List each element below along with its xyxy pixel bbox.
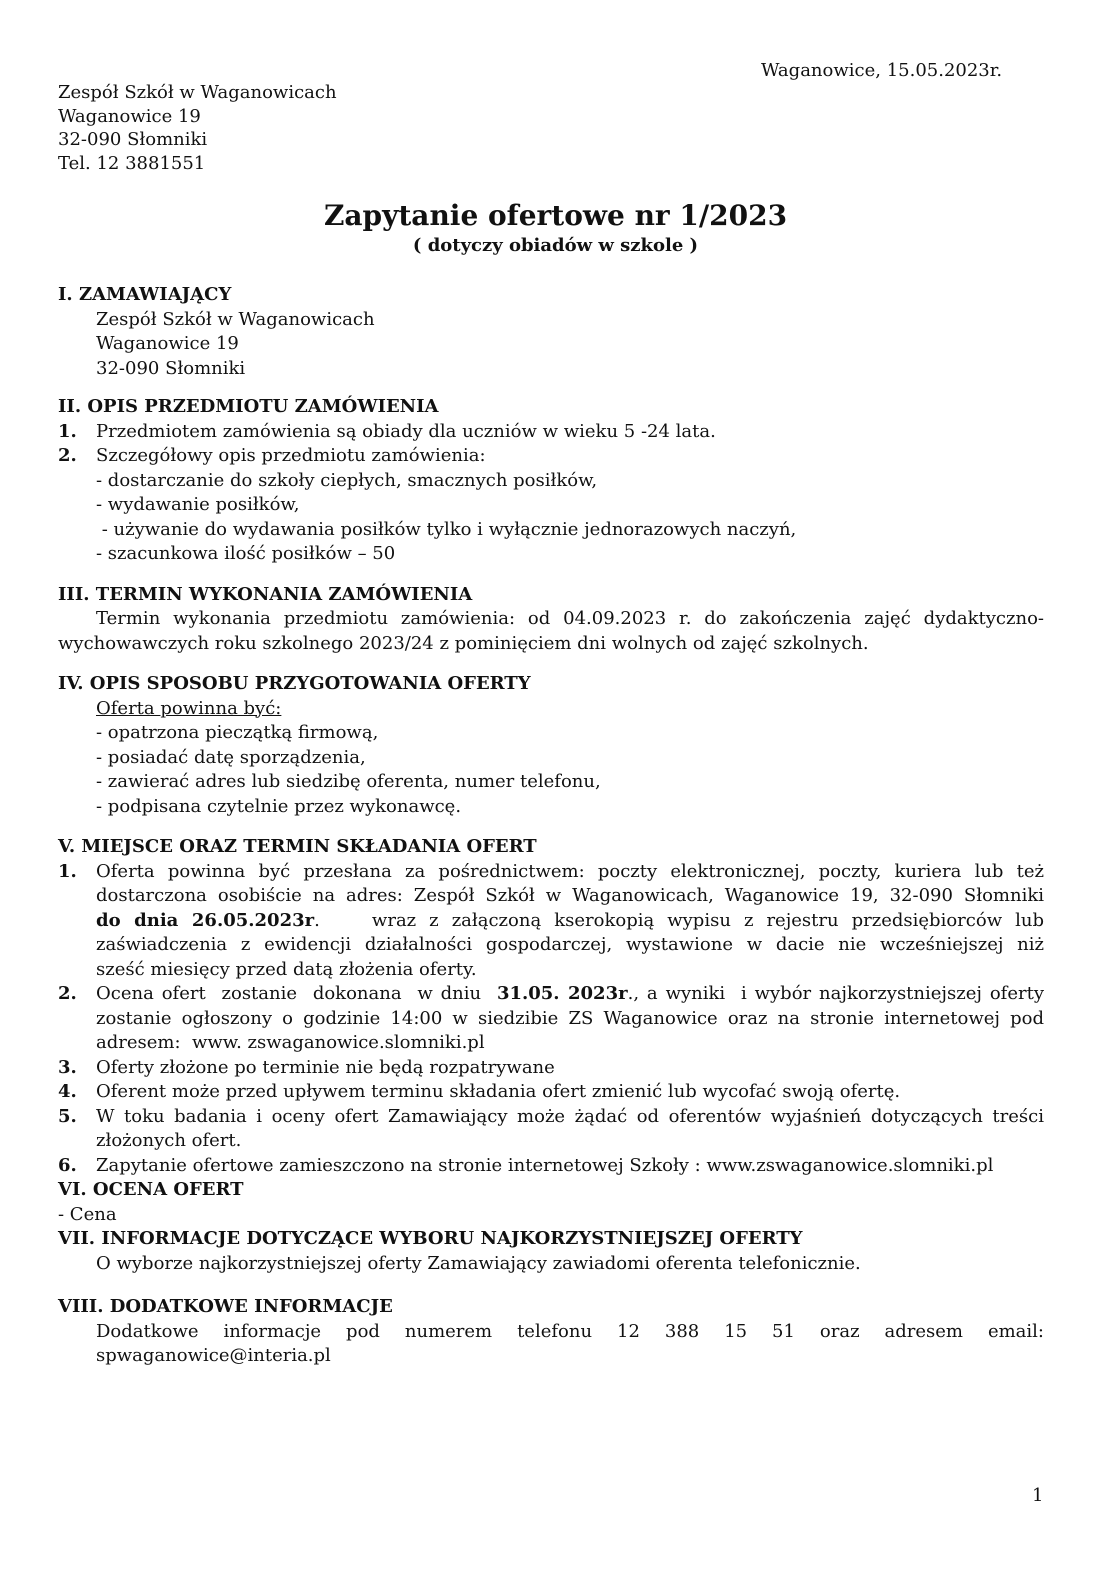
- body-line: Dodatkowe informacje pod numerem telefonu 12 388 15 51 oraz adresem email:: [96, 1320, 1044, 1342]
- list-item: [58, 1154, 1044, 1179]
- list-number: 1.: [58, 860, 77, 882]
- list-number: 6.: [58, 1154, 77, 1176]
- sender-address: [58, 81, 337, 175]
- text-span: . wraz z załączoną kserokopią wypisu z rejestru przedsiębiorców lub: [314, 909, 1044, 931]
- contact-email: spwaganowice@interia.pl: [96, 1345, 331, 1366]
- body-line: O wyborze najkorzystniejszej oferty Zamawiający zawiadomi oferenta telefonicznie.: [96, 1252, 861, 1274]
- list-item: [58, 420, 1044, 445]
- section-heading: VI. OCENA OFERT: [58, 1179, 244, 1200]
- list-item: [58, 1105, 1044, 1154]
- list-number: 1.: [58, 420, 77, 442]
- bullet-line: - wydawanie posiłków,: [96, 494, 300, 515]
- text-span: Ocena ofert zostanie dokonana w dniu: [96, 983, 497, 1004]
- body-line: Zespół Szkół w Waganowicach: [96, 308, 375, 330]
- list-text: Oferty złożone po terminie nie będą rozpatrywane: [96, 1056, 555, 1078]
- section-heading: II. OPIS PRZEDMIOTU ZAMÓWIENIA: [58, 396, 439, 417]
- body-line: - Cena: [58, 1203, 117, 1225]
- evaluation-date: 31.05. 2023r: [496, 983, 628, 1004]
- bullet-line: - używanie do wydawania posiłków tylko i wyłącznie jednorazowych naczyń,: [96, 518, 797, 540]
- text-line: zostanie ogłoszony o godzinie 14:00 w siedzibie ZS Waganowice oraz na stronie internetowej pod: [96, 1007, 1044, 1029]
- underlined-text: Oferta powinna być:: [96, 697, 282, 719]
- list-item: [58, 982, 1044, 1056]
- list-item: [58, 860, 1044, 983]
- list-text: Przedmiotem zamówienia są obiady dla uczniów w wieku 5 -24 lata.: [96, 420, 716, 442]
- list-item: [58, 1056, 1044, 1081]
- text-line: zaświadczenia z ewidencji działalności gospodarczej, wystawione w dacie nie wcześniejszej niż: [96, 934, 1044, 955]
- list-number: 5.: [58, 1105, 77, 1127]
- sender-line: Waganowice 19: [58, 105, 201, 127]
- bullet-line: - opatrzona pieczątką firmową,: [96, 722, 379, 743]
- list-number: 2.: [58, 445, 77, 466]
- bullet-line: - szacunkowa ilość posiłków – 50: [96, 543, 396, 564]
- text-line: złożonych ofert.: [96, 1130, 242, 1151]
- sender-line: Tel. 12 3881551: [58, 152, 206, 174]
- text-line: dostarczona osobiście na adres: Zespół Szkół w Waganowicach, Waganowice 19, 32-090 Słomniki: [96, 885, 1044, 906]
- section-heading: I. ZAMAWIAJĄCY: [58, 284, 232, 305]
- list-number: 4.: [58, 1081, 77, 1102]
- document-title: Zapytanie ofertowe nr 1/2023: [323, 199, 788, 232]
- bullet-line: - podpisana czytelnie przez wykonawcę.: [96, 795, 462, 817]
- section-heading: VIII. DODATKOWE INFORMACJE: [58, 1296, 393, 1317]
- list-text: [96, 1105, 1044, 1154]
- section-heading: IV. OPIS SPOSOBU PRZYGOTOWANIA OFERTY: [58, 673, 531, 694]
- document-body: [58, 283, 1044, 1369]
- text-line: [96, 982, 1044, 1007]
- text-line: sześć miesięcy przed datą złożenia oferty.: [96, 958, 477, 980]
- list-item: [58, 444, 1044, 469]
- sender-line: Zespół Szkół w Waganowicach: [58, 82, 337, 103]
- section-heading: VII. INFORMACJE DOTYCZĄCE WYBORU NAJKORZYSTNIEJSZEJ OFERTY: [58, 1228, 803, 1249]
- bullet-line: - posiadać datę sporządzenia,: [96, 746, 366, 768]
- list-number: 3.: [58, 1056, 77, 1078]
- list-item: [58, 1080, 1044, 1105]
- section-heading: III. TERMIN WYKONANIA ZAMÓWIENIA: [58, 583, 473, 605]
- text-line: W toku badania i oceny ofert Zamawiający może żądać od oferentów wyjaśnień dotyczących treści: [96, 1105, 1044, 1127]
- text-span: ., a wyniki i wybór najkorzystniejszej oferty: [627, 983, 1045, 1004]
- list-text: Szczegółowy opis przedmiotu zamówienia:: [96, 445, 486, 466]
- list-text: [96, 982, 1044, 1056]
- text-line: adresem: www. zswaganowice.slomniki.pl: [96, 1032, 485, 1053]
- list-text: [96, 860, 1044, 983]
- body-line: Termin wykonania przedmiotu zamówienia: od 04.09.2023 r. do zakończenia zajęć dydaktyczno-: [96, 608, 1044, 629]
- body-line: Waganowice 19: [96, 333, 239, 354]
- place-date: Waganowice, 15.05.2023r.: [761, 60, 1003, 81]
- body-line: 32-090 Słomniki: [96, 357, 246, 379]
- text-line: [96, 909, 1044, 934]
- list-text: Zapytanie ofertowe zamieszczono na stronie internetowej Szkoły : www.zswaganowice.slomniki.pl: [96, 1154, 994, 1176]
- bullet-line: - dostarczanie do szkoły ciepłych, smacznych posiłków,: [96, 469, 598, 491]
- text-line: Oferta powinna być przesłana za pośrednictwem: poczty elektronicznej, poczty, kuriera lub też: [96, 860, 1044, 882]
- page-number: 1: [1032, 1485, 1044, 1506]
- list-text: Oferent może przed upływem terminu składania ofert zmienić lub wycofać swoją ofertę.: [96, 1081, 901, 1102]
- list-number: 2.: [58, 983, 77, 1004]
- deadline-date: do dnia 26.05.2023r: [96, 909, 315, 931]
- section-heading: V. MIEJSCE ORAZ TERMIN SKŁADANIA OFERT: [58, 836, 537, 857]
- body-line: wychowawczych roku szkolnego 2023/24 z pominięciem dni wolnych od zajęć szkolnych.: [58, 632, 869, 654]
- sender-line: 32-090 Słomniki: [58, 129, 208, 150]
- bullet-line: - zawierać adres lub siedzibę oferenta, numer telefonu,: [96, 771, 601, 792]
- document-subtitle: ( dotyczy obiadów w szkole ): [412, 235, 699, 256]
- subheading: [58, 697, 1044, 722]
